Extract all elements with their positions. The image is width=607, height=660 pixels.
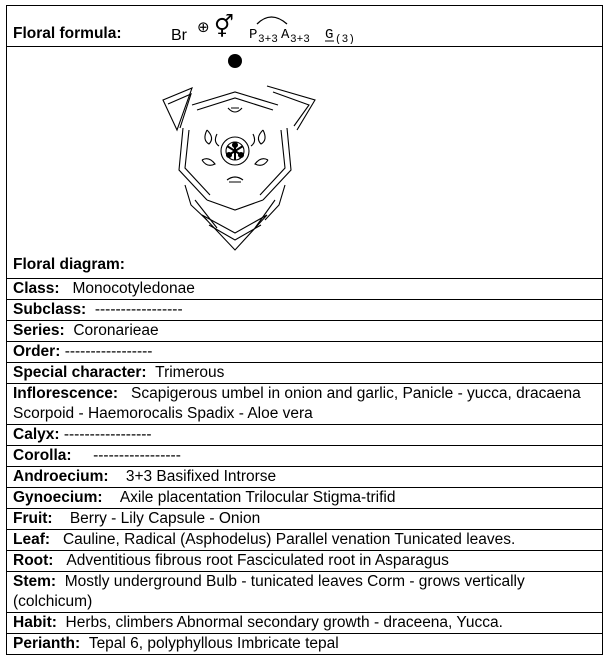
androecium-letter: A [281, 27, 290, 43]
perianth-label: Perianth: [13, 635, 81, 652]
androecium-label: Androecium: [13, 468, 109, 485]
row-inflorescence [7, 384, 603, 425]
row-calyx [7, 425, 603, 446]
floral-characters-sheet [6, 5, 603, 655]
special-character-value: Trimerous [155, 364, 225, 381]
gynoecium-letter: G [325, 27, 334, 43]
row-gynoecium [7, 488, 603, 509]
row-stem [7, 572, 603, 613]
row-series [7, 321, 603, 342]
bisexual-icon: ⚥ [214, 15, 234, 40]
row-order [7, 342, 603, 363]
floral-formula [171, 10, 391, 44]
mother-axis-dot [228, 54, 242, 68]
corolla-label: Corolla: [13, 447, 72, 464]
gynoecium-label: Gynoecium: [13, 489, 103, 506]
floral-diagram [147, 50, 327, 260]
row-androecium-cell [7, 467, 603, 488]
row-gynoecium-cell [7, 488, 603, 509]
subclass-value: ----------------- [94, 301, 183, 318]
row-special-character-cell [7, 363, 603, 384]
row-fruit-cell [7, 509, 603, 530]
series-label: Series: [13, 322, 65, 339]
subclass-label: Subclass: [13, 301, 87, 318]
calyx-label: Calyx: [13, 426, 60, 443]
row-androecium [7, 467, 603, 488]
class-label: Class: [13, 280, 60, 297]
row-habit-cell [7, 613, 603, 634]
leaf-value: Cauline, Radical (Asphodelus) Parallel venation Tunicated leaves. [62, 531, 516, 548]
formula-cell [7, 6, 603, 47]
formula-label: Floral formula: [13, 25, 122, 42]
row-fruit [7, 509, 603, 530]
androecium-value: 3+3 Basifixed Introrse [125, 468, 277, 485]
row-class-cell [7, 279, 603, 300]
perianth-count: 3+3 [258, 34, 278, 44]
calyx-value: ----------------- [63, 426, 152, 443]
row-subclass-cell [7, 300, 603, 321]
gynoecium-count: (3) [335, 34, 355, 44]
row-special-character [7, 363, 603, 384]
characters-table [6, 5, 603, 655]
androecium-count: 3+3 [290, 34, 310, 44]
row-root-cell [7, 551, 603, 572]
leaf-label: Leaf: [13, 531, 51, 548]
actinomorphic-icon: ⊕ [197, 18, 210, 36]
diagram-cell [7, 47, 603, 279]
row-perianth [7, 634, 603, 655]
inflorescence-value: Scapigerous umbel in onion and garlic, Panicle - yucca, dracaena Scorpoid - Haemorocalis Spadix - Aloe vera [13, 385, 581, 422]
perianth-letter: P [249, 27, 258, 43]
row-stem-cell [7, 572, 603, 613]
row-class [7, 279, 603, 300]
order-value: ----------------- [64, 343, 153, 360]
habit-label: Habit: [13, 614, 57, 631]
fruit-value: Berry - Lily Capsule - Onion [69, 510, 261, 527]
row-inflorescence-cell [7, 384, 603, 425]
diagram-label: Floral diagram: [13, 256, 125, 273]
bract-symbol: Br [171, 27, 187, 44]
row-root [7, 551, 603, 572]
order-label: Order: [13, 343, 61, 360]
formula-row [7, 6, 603, 47]
row-series-cell [7, 321, 603, 342]
stem-label: Stem: [13, 573, 57, 590]
diagram-row [7, 47, 603, 279]
root-label: Root: [13, 552, 54, 569]
fruit-label: Fruit: [13, 510, 53, 527]
row-calyx-cell [7, 425, 603, 446]
stem-value: Mostly underground Bulb - tunicated leaves Corm - grows vertically (colchicum) [13, 573, 525, 610]
row-corolla-cell [7, 446, 603, 467]
class-value: Monocotyledonae [72, 280, 195, 297]
row-habit [7, 613, 603, 634]
gynoecium [221, 137, 249, 165]
row-leaf-cell [7, 530, 603, 551]
row-order-cell [7, 342, 603, 363]
gynoecium-value: Axile placentation Trilocular Stigma-trifid [119, 489, 396, 506]
row-perianth-cell [7, 634, 603, 655]
corolla-value: ----------------- [93, 447, 181, 464]
perianth-value: Tepal 6, polyphyllous Imbricate tepal [88, 635, 339, 652]
series-value: Coronarieae [73, 322, 159, 339]
row-corolla [7, 446, 603, 467]
root-value: Adventitious fibrous root Fasciculated root in Asparagus [66, 552, 449, 569]
habit-value: Herbs, climbers Abnormal secondary growth - draceena, Yucca. [65, 614, 503, 631]
epiphyllous-arc [257, 17, 287, 24]
row-subclass [7, 300, 603, 321]
special-character-label: Special character: [13, 364, 147, 381]
row-leaf [7, 530, 603, 551]
inflorescence-label: Inflorescence: [13, 385, 119, 402]
